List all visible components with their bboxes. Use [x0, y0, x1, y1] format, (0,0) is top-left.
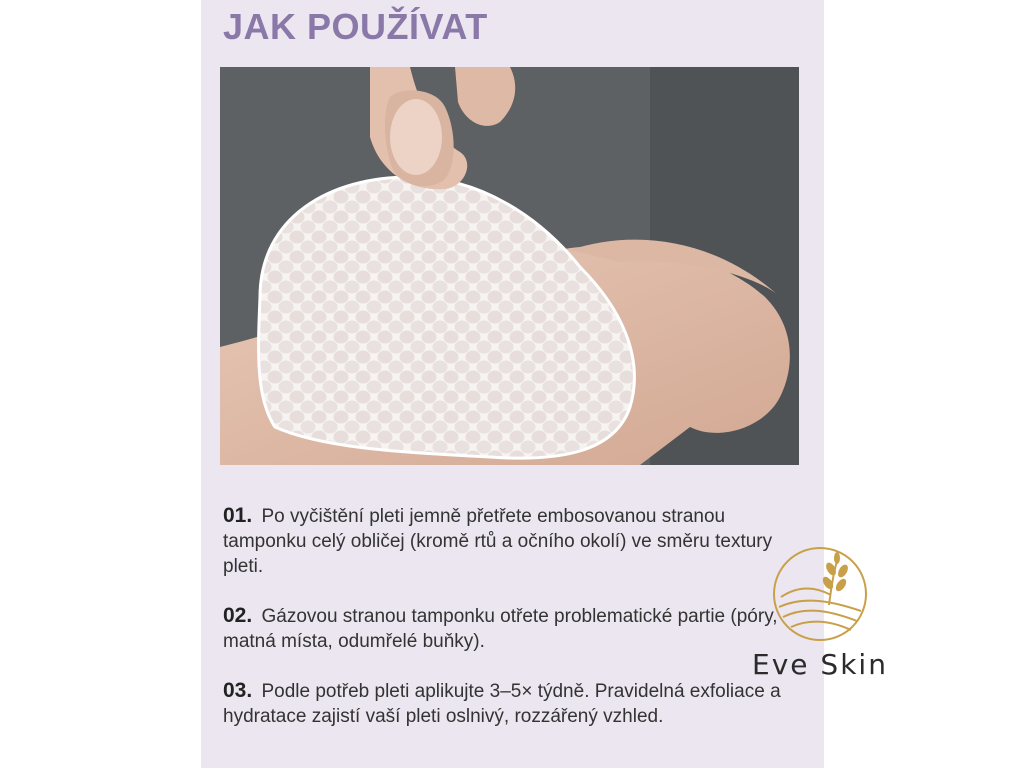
step-number: 01.	[223, 504, 253, 527]
step-item	[223, 678, 803, 729]
step-number: 02.	[223, 604, 253, 627]
step-item	[223, 603, 803, 654]
step-text: Po vyčištění pleti jemně přetřete embosovanou stranou tamponku celý obličej (kromě rtů a očního okolí) ve směru textury pleti.	[223, 506, 773, 577]
brand-name: Eve Skin	[752, 648, 888, 681]
step-text: Podle potřeb pleti aplikujte 3–5× týdně. Pravidelná exfoliace a hydratace zajistí vaší pleti oslnivý, rozzářený vzhled.	[223, 681, 781, 727]
cotton-pad-photo-illustration	[220, 67, 799, 465]
brand-logo	[750, 545, 890, 690]
leaf-circle-logo-icon	[771, 545, 869, 643]
step-item	[223, 503, 803, 579]
step-text: Gázovou stranou tamponku otřete problematické partie (póry, matná místa, odumřelé buňky).	[223, 606, 778, 652]
product-photo	[220, 67, 799, 465]
usage-steps	[223, 503, 803, 753]
page-title: JAK POUŽÍVAT	[223, 6, 488, 47]
step-number: 03.	[223, 679, 253, 702]
product-info-panel	[201, 0, 824, 768]
